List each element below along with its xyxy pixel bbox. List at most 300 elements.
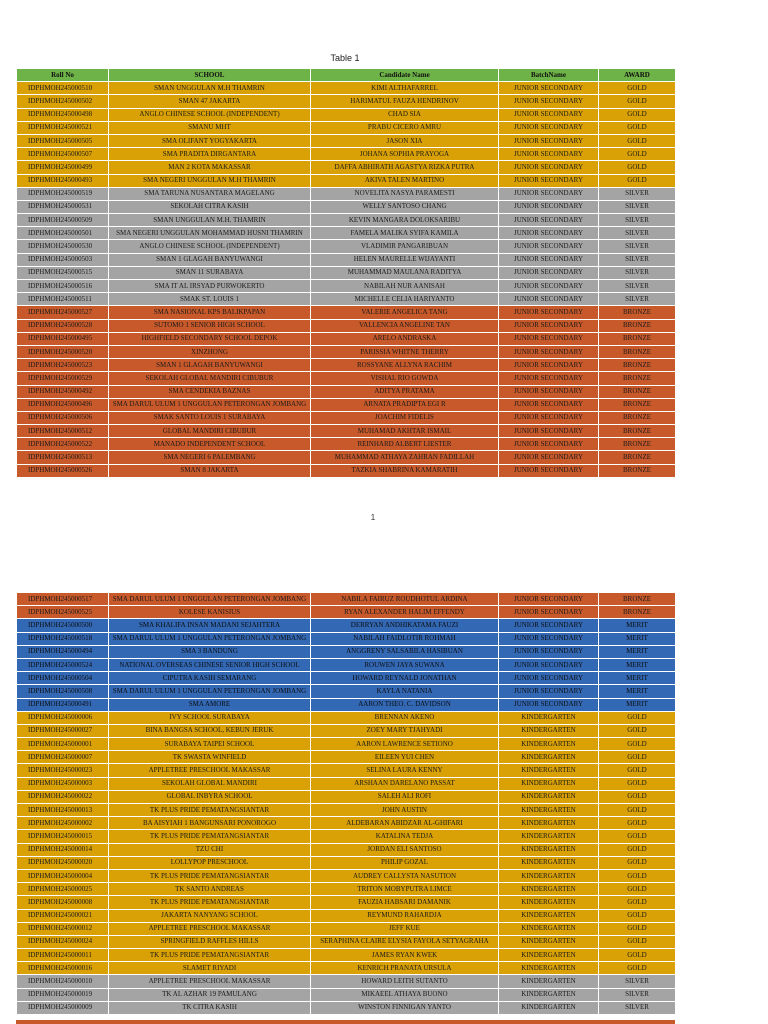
cell-roll-no: IDPHMOH245000515 <box>17 266 109 279</box>
cell-candidate-name: KIMI ALTHAFARREL <box>311 82 499 95</box>
cell-batch-name: KINDERGARTEN <box>499 830 599 843</box>
cell-award: MERIT <box>599 672 676 685</box>
cell-school: TK PLUS PRIDE PEMATANGSIANTAR <box>109 869 311 882</box>
cell-school: KOLESE KANISIUS <box>109 606 311 619</box>
cell-batch-name: JUNIOR SECONDARY <box>499 685 599 698</box>
cell-school: SMA KHALIFA INSAN MADANI SEJAHTERA <box>109 619 311 632</box>
cell-batch-name: KINDERGARTEN <box>499 975 599 988</box>
cell-candidate-name: AARON THEO. C. DAVIDSON <box>311 698 499 711</box>
cell-batch-name: KINDERGARTEN <box>499 1001 599 1014</box>
cell-candidate-name: NOVELITA NASYA PARAMESTI <box>311 187 499 200</box>
cell-roll-no: IDPHMOH245000495 <box>17 332 109 345</box>
cell-batch-name: JUNIOR SECONDARY <box>499 332 599 345</box>
cell-school: SMAN 47 JAKARTA <box>109 95 311 108</box>
cell-award: SILVER <box>599 214 676 227</box>
table-row <box>17 451 676 464</box>
table-row <box>17 398 676 411</box>
cell-roll-no: IDPHMOH245000528 <box>17 319 109 332</box>
cell-candidate-name: FAMELA MALIKA SYIFA KAMILA <box>311 227 499 240</box>
cell-award: SILVER <box>599 293 676 306</box>
cell-award: GOLD <box>599 962 676 975</box>
cell-school: BA AISYIAH 1 BANGUNSARI PONOROGO <box>109 817 311 830</box>
cell-candidate-name: VLADIMIR PANGARIBUAN <box>311 240 499 253</box>
cell-candidate-name: FAUZIA HABSARI DAMANIK <box>311 896 499 909</box>
cell-batch-name: KINDERGARTEN <box>499 896 599 909</box>
cell-roll-no: IDPHMOH245000015 <box>17 830 109 843</box>
cell-batch-name: JUNIOR SECONDARY <box>499 451 599 464</box>
table-row <box>17 227 676 240</box>
cell-school: SMA TARUNA NUSANTARA MAGELANG <box>109 187 311 200</box>
cell-batch-name: JUNIOR SECONDARY <box>499 134 599 147</box>
header-candidate-name: Candidate Name <box>311 69 499 82</box>
cell-award: BRONZE <box>599 593 676 606</box>
cell-award: SILVER <box>599 187 676 200</box>
cell-school: GLOBAL MANDIRI CIBUBUR <box>109 425 311 438</box>
table-row <box>17 724 676 737</box>
cell-roll-no: IDPHMOH245000012 <box>17 922 109 935</box>
cell-candidate-name: VISHAL RIO GOWDA <box>311 372 499 385</box>
cell-award: BRONZE <box>599 319 676 332</box>
cell-award: GOLD <box>599 790 676 803</box>
cell-batch-name: JUNIOR SECONDARY <box>499 187 599 200</box>
table-row <box>17 606 676 619</box>
table-row <box>17 1001 676 1014</box>
table-row <box>17 121 676 134</box>
cell-batch-name: JUNIOR SECONDARY <box>499 464 599 477</box>
table-row <box>17 619 676 632</box>
cell-school: TZU CHI <box>109 843 311 856</box>
cell-award: BRONZE <box>599 332 676 345</box>
cell-batch-name: KINDERGARTEN <box>499 949 599 962</box>
cell-award: GOLD <box>599 148 676 161</box>
cell-school: IVY SCHOOL SURABAYA <box>109 711 311 724</box>
cell-roll-no: IDPHMOH245000494 <box>17 645 109 658</box>
table-row <box>17 134 676 147</box>
cell-batch-name: KINDERGARTEN <box>499 817 599 830</box>
cell-roll-no: IDPHMOH245000523 <box>17 359 109 372</box>
cell-batch-name: KINDERGARTEN <box>499 935 599 948</box>
cell-school: SMAN 11 SURABAYA <box>109 266 311 279</box>
cell-batch-name: KINDERGARTEN <box>499 856 599 869</box>
table-row <box>17 464 676 477</box>
cell-batch-name: JUNIOR SECONDARY <box>499 227 599 240</box>
cell-roll-no: IDPHMOH245000520 <box>17 345 109 358</box>
cell-batch-name: JUNIOR SECONDARY <box>499 121 599 134</box>
table-row <box>17 949 676 962</box>
cell-batch-name: JUNIOR SECONDARY <box>499 438 599 451</box>
table-row <box>17 935 676 948</box>
cell-batch-name: JUNIOR SECONDARY <box>499 200 599 213</box>
table-row <box>17 345 676 358</box>
cell-roll-no: IDPHMOH245000009 <box>17 1001 109 1014</box>
cell-roll-no: IDPHMOH245000502 <box>17 95 109 108</box>
cell-batch-name: JUNIOR SECONDARY <box>499 593 599 606</box>
cell-candidate-name: VALERIE ANGELICA TANG <box>311 306 499 319</box>
cell-roll-no: IDPHMOH245000027 <box>17 724 109 737</box>
cell-award: GOLD <box>599 856 676 869</box>
table-body <box>17 593 676 1015</box>
table-row <box>17 817 676 830</box>
cell-award: GOLD <box>599 777 676 790</box>
cell-award: GOLD <box>599 764 676 777</box>
cell-school: SMA NASIONAL KPS BALIKPAPAN <box>109 306 311 319</box>
table-row <box>17 319 676 332</box>
cell-award: BRONZE <box>599 372 676 385</box>
cell-school: HIGHFIELD SECONDARY SCHOOL DEPOK <box>109 332 311 345</box>
table-body <box>17 82 676 478</box>
cell-roll-no: IDPHMOH245000529 <box>17 372 109 385</box>
table-row <box>17 988 676 1001</box>
header-roll-no: Roll No <box>17 69 109 82</box>
table-header-row <box>17 69 676 82</box>
cell-roll-no: IDPHMOH245000501 <box>17 227 109 240</box>
cell-roll-no: IDPHMOH245000011 <box>17 949 109 962</box>
cell-school: CIPUTRA KASIH SEMARANG <box>109 672 311 685</box>
cell-batch-name: KINDERGARTEN <box>499 711 599 724</box>
page-number: 1 <box>370 513 376 522</box>
cell-batch-name: JUNIOR SECONDARY <box>499 372 599 385</box>
table-row <box>17 240 676 253</box>
cell-school: SMAK ST. LOUIS 1 <box>109 293 311 306</box>
cell-award: GOLD <box>599 95 676 108</box>
cell-award: BRONZE <box>599 606 676 619</box>
cell-school: SMA OLIFANT YOGYAKARTA <box>109 134 311 147</box>
cell-batch-name: KINDERGARTEN <box>499 738 599 751</box>
cell-award: GOLD <box>599 108 676 121</box>
cell-school: SEKOLAH GLOBAL MANDIRI CIBUBUR <box>109 372 311 385</box>
cell-school: LOLLYPOP PRESCHOOL <box>109 856 311 869</box>
cell-school: SEKOLAH GLOBAL MANDIRI <box>109 777 311 790</box>
table-row <box>17 385 676 398</box>
cell-school: SMAN 1 GLAGAH BANYUWANGI <box>109 253 311 266</box>
cell-roll-no: IDPHMOH245000513 <box>17 451 109 464</box>
cell-award: BRONZE <box>599 425 676 438</box>
table-row <box>17 843 676 856</box>
cell-school: APPLETREE PRESCHOOL MAKASSAR <box>109 975 311 988</box>
cell-candidate-name: JOHN AUSTIN <box>311 804 499 817</box>
cell-candidate-name: KENRICH PRANATA URSULA <box>311 962 499 975</box>
table-row <box>17 658 676 671</box>
cell-school: SMA NEGERI UNGGULAN M.H THAMRIN <box>109 174 311 187</box>
cell-award: GOLD <box>599 949 676 962</box>
cell-candidate-name: MUHAMMAD ATHAYA ZAHRAN FADILLAH <box>311 451 499 464</box>
cell-award: SILVER <box>599 280 676 293</box>
cell-roll-no: IDPHMOH245000003 <box>17 777 109 790</box>
cell-candidate-name: ROSSYANE ALLYNA RACHIM <box>311 359 499 372</box>
table-row <box>17 411 676 424</box>
table-row <box>17 738 676 751</box>
cell-school: TK PLUS PRIDE PEMATANGSIANTAR <box>109 804 311 817</box>
table-row <box>17 922 676 935</box>
cell-candidate-name: BRENNAN AKENO <box>311 711 499 724</box>
cell-school: SMA 3 BANDUNG <box>109 645 311 658</box>
cell-batch-name: JUNIOR SECONDARY <box>499 214 599 227</box>
cell-candidate-name: MICHELLE CELIA HARIYANTO <box>311 293 499 306</box>
cell-award: GOLD <box>599 909 676 922</box>
table-row <box>17 645 676 658</box>
cell-batch-name: JUNIOR SECONDARY <box>499 306 599 319</box>
cell-roll-no: IDPHMOH245000492 <box>17 385 109 398</box>
cell-candidate-name: JOACHIM FIDELIS <box>311 411 499 424</box>
cell-batch-name: JUNIOR SECONDARY <box>499 95 599 108</box>
cell-candidate-name: MUHAMAD AKHTAR ISMAIL <box>311 425 499 438</box>
cell-candidate-name: ROUWEN JAYA SUWANA <box>311 658 499 671</box>
cell-batch-name: JUNIOR SECONDARY <box>499 174 599 187</box>
cell-batch-name: JUNIOR SECONDARY <box>499 425 599 438</box>
cell-school: JAKARTA NANYANG SCHOOL <box>109 909 311 922</box>
cell-batch-name: JUNIOR SECONDARY <box>499 619 599 632</box>
cell-batch-name: JUNIOR SECONDARY <box>499 240 599 253</box>
cell-candidate-name: ARSHAAN DARELANO PASSAT <box>311 777 499 790</box>
table-row <box>17 698 676 711</box>
cell-roll-no: IDPHMOH245000516 <box>17 280 109 293</box>
table-row <box>17 332 676 345</box>
cell-roll-no: IDPHMOH245000504 <box>17 672 109 685</box>
cell-candidate-name: VALLENCIA ANGELINE TAN <box>311 319 499 332</box>
cell-batch-name: JUNIOR SECONDARY <box>499 345 599 358</box>
cell-candidate-name: ALDEBARAN ABIDZAR AL-GHIFARI <box>311 817 499 830</box>
cell-award: SILVER <box>599 200 676 213</box>
cell-award: SILVER <box>599 975 676 988</box>
cell-batch-name: JUNIOR SECONDARY <box>499 645 599 658</box>
cell-school: SUTOMO 1 SENIOR HIGH SCHOOL <box>109 319 311 332</box>
table-row <box>17 82 676 95</box>
cell-award: BRONZE <box>599 411 676 424</box>
cell-school: TK SWASTA WINFIELD <box>109 751 311 764</box>
cell-candidate-name: EILEEN YUI CHEN <box>311 751 499 764</box>
cell-candidate-name: DAFFA ABHIRATH AGASTYA RIZKA PUTRA <box>311 161 499 174</box>
table-row <box>17 777 676 790</box>
cell-award: SILVER <box>599 253 676 266</box>
cell-roll-no: IDPHMOH245000512 <box>17 425 109 438</box>
cell-roll-no: IDPHMOH245000499 <box>17 161 109 174</box>
cell-candidate-name: JORDAN ELI SANTOSO <box>311 843 499 856</box>
table-row <box>17 214 676 227</box>
cell-candidate-name: MUHAMMAD MAULANA RADITYA <box>311 266 499 279</box>
cell-roll-no: IDPHMOH245000002 <box>17 817 109 830</box>
cell-candidate-name: REINHARD ALBERT LIESTER <box>311 438 499 451</box>
cell-award: GOLD <box>599 121 676 134</box>
table-row <box>17 266 676 279</box>
table-row <box>17 95 676 108</box>
cell-roll-no: IDPHMOH245000527 <box>17 306 109 319</box>
cell-award: GOLD <box>599 738 676 751</box>
table-row <box>17 632 676 645</box>
cell-candidate-name: ARNATA PRADIPTA EGI R <box>311 398 499 411</box>
table-row <box>17 593 676 606</box>
cell-roll-no: IDPHMOH245000507 <box>17 148 109 161</box>
cell-roll-no: IDPHMOH245000006 <box>17 711 109 724</box>
cell-award: SILVER <box>599 240 676 253</box>
cell-batch-name: JUNIOR SECONDARY <box>499 658 599 671</box>
cell-batch-name: JUNIOR SECONDARY <box>499 266 599 279</box>
header-batch-name: BatchName <box>499 69 599 82</box>
cell-award: MERIT <box>599 658 676 671</box>
cell-candidate-name: TRITON MOBYPUTRA LIMCE <box>311 883 499 896</box>
cell-batch-name: JUNIOR SECONDARY <box>499 319 599 332</box>
cell-candidate-name: SERAPHINA CLAIRE ELYSIA FAYOLA SETYAGRAHA <box>311 935 499 948</box>
cell-roll-no: IDPHMOH245000008 <box>17 896 109 909</box>
cell-award: GOLD <box>599 830 676 843</box>
cell-roll-no: IDPHMOH245000506 <box>17 411 109 424</box>
cell-batch-name: JUNIOR SECONDARY <box>499 698 599 711</box>
cell-candidate-name: HOWARD LEITH SUTANTO <box>311 975 499 988</box>
cell-award: MERIT <box>599 685 676 698</box>
cell-candidate-name: CHAD SIA <box>311 108 499 121</box>
table-row <box>17 975 676 988</box>
cell-award: GOLD <box>599 161 676 174</box>
cell-roll-no: IDPHMOH245000524 <box>17 658 109 671</box>
cell-candidate-name: KAYLA NATANIA <box>311 685 499 698</box>
table-row <box>17 764 676 777</box>
cell-roll-no: IDPHMOH245000518 <box>17 632 109 645</box>
cell-school: SEKOLAH CITRA KASIH <box>109 200 311 213</box>
table-title: Table 1 <box>330 53 360 63</box>
cell-roll-no: IDPHMOH245000509 <box>17 214 109 227</box>
cell-school: SMA DARUL ULUM 1 UNGGULAN PETERONGAN JOMBANG <box>109 632 311 645</box>
cell-candidate-name: DERRYAN ANDHIKATAMA FAUZI <box>311 619 499 632</box>
table-row <box>17 909 676 922</box>
cell-award: SILVER <box>599 988 676 1001</box>
table-row <box>17 896 676 909</box>
table-row <box>17 306 676 319</box>
cell-award: GOLD <box>599 724 676 737</box>
table-row <box>17 883 676 896</box>
cell-candidate-name: PARISSIA WHITNE THERRY <box>311 345 499 358</box>
cell-school: XINZHONG <box>109 345 311 358</box>
cell-batch-name: JUNIOR SECONDARY <box>499 385 599 398</box>
cell-candidate-name: JAMES RYAN KWEK <box>311 949 499 962</box>
table-row <box>17 200 676 213</box>
table-row <box>17 425 676 438</box>
cell-school: SLAMET RIYADI <box>109 962 311 975</box>
table-row <box>17 711 676 724</box>
table-row <box>17 174 676 187</box>
cell-candidate-name: ADITYA PRATAMA <box>311 385 499 398</box>
cell-candidate-name: SELINA LAURA KENNY <box>311 764 499 777</box>
cell-award: GOLD <box>599 935 676 948</box>
table-row <box>17 148 676 161</box>
cell-batch-name: JUNIOR SECONDARY <box>499 672 599 685</box>
cell-award: GOLD <box>599 751 676 764</box>
cell-batch-name: KINDERGARTEN <box>499 843 599 856</box>
cell-award: GOLD <box>599 134 676 147</box>
table-row <box>17 672 676 685</box>
cell-award: GOLD <box>599 804 676 817</box>
cell-roll-no: IDPHMOH245000503 <box>17 253 109 266</box>
cell-award: MERIT <box>599 619 676 632</box>
cell-roll-no: IDPHMOH245000013 <box>17 804 109 817</box>
cell-award: GOLD <box>599 711 676 724</box>
cell-batch-name: JUNIOR SECONDARY <box>499 253 599 266</box>
cell-roll-no: IDPHMOH245000498 <box>17 108 109 121</box>
cell-award: BRONZE <box>599 345 676 358</box>
cell-roll-no: IDPHMOH245000004 <box>17 869 109 882</box>
cell-candidate-name: AKIVA TALEN MARTINO <box>311 174 499 187</box>
cell-school: SMAN 8 JAKARTA <box>109 464 311 477</box>
cell-award: SILVER <box>599 1001 676 1014</box>
cell-candidate-name: HARIMATUL FAUZA HENDRINOV <box>311 95 499 108</box>
cell-award: BRONZE <box>599 451 676 464</box>
table-row <box>17 280 676 293</box>
table-row <box>17 685 676 698</box>
cell-award: MERIT <box>599 645 676 658</box>
award-table-page-2 <box>16 592 676 1015</box>
cell-school: TK AL AZHAR 19 PAMULANG <box>109 988 311 1001</box>
cell-candidate-name: JEFF KUE <box>311 922 499 935</box>
cell-school: SMA DARUL ULUM 1 UNGGULAN PETERONGAN JOMBANG <box>109 685 311 698</box>
cell-school: SMANU MHT <box>109 121 311 134</box>
cell-roll-no: IDPHMOH245000505 <box>17 134 109 147</box>
cell-candidate-name: KEVIN MANGARA DOLOKSARIBU <box>311 214 499 227</box>
table-row <box>17 830 676 843</box>
cell-school: TK PLUS PRIDE PEMATANGSIANTAR <box>109 830 311 843</box>
cell-batch-name: JUNIOR SECONDARY <box>499 398 599 411</box>
header-school: SCHOOL <box>109 69 311 82</box>
cell-roll-no: IDPHMOH245000022 <box>17 790 109 803</box>
cell-school: SMA PRADITA DIRGANTARA <box>109 148 311 161</box>
table-row <box>17 372 676 385</box>
cell-school: SMA AMORE <box>109 698 311 711</box>
cell-candidate-name: ARELO ANDRASKA <box>311 332 499 345</box>
cell-candidate-name: ZOEY MARY TJAHYADI <box>311 724 499 737</box>
cell-batch-name: KINDERGARTEN <box>499 724 599 737</box>
cell-candidate-name: JOHANA SOPHIA PRAYOGA <box>311 148 499 161</box>
cell-school: SPRINGFIELD RAFFLES HILLS <box>109 935 311 948</box>
table-row <box>17 253 676 266</box>
cell-school: SMA NEGERI UNGGULAN MOHAMMAD HUSNI THAMRIN <box>109 227 311 240</box>
cell-candidate-name: SALEH ALI ROFI <box>311 790 499 803</box>
table-row <box>17 161 676 174</box>
cell-school: NATIONAL OVERSEAS CHINESE SENIOR HIGH SCHOOL <box>109 658 311 671</box>
cell-roll-no: IDPHMOH245000500 <box>17 619 109 632</box>
cell-batch-name: JUNIOR SECONDARY <box>499 359 599 372</box>
cell-school: SMA DARUL ULUM 1 UNGGULAN PETERONGAN JOMBANG <box>109 593 311 606</box>
partial-row <box>16 1020 675 1024</box>
cell-award: BRONZE <box>599 464 676 477</box>
cell-candidate-name: NABILAH FAIDLOTIR ROHMAH <box>311 632 499 645</box>
cell-roll-no: IDPHMOH245000024 <box>17 935 109 948</box>
cell-award: SILVER <box>599 266 676 279</box>
cell-candidate-name: RYAN ALEXANDER HALIM EFFENDY <box>311 606 499 619</box>
cell-roll-no: IDPHMOH245000522 <box>17 438 109 451</box>
cell-candidate-name: MIKAEEL ATHAYA BUONO <box>311 988 499 1001</box>
cell-candidate-name: PRABU CICERO AMRU <box>311 121 499 134</box>
cell-school: ANGLO CHINESE SCHOOL (INDEPENDENT) <box>109 108 311 121</box>
table-row <box>17 108 676 121</box>
table-row <box>17 293 676 306</box>
cell-candidate-name: TAZKIA SHABRINA KAMARATIH <box>311 464 499 477</box>
cell-roll-no: IDPHMOH245000508 <box>17 685 109 698</box>
cell-school: MANADO INDEPENDENT SCHOOL <box>109 438 311 451</box>
cell-award: BRONZE <box>599 306 676 319</box>
cell-roll-no: IDPHMOH245000530 <box>17 240 109 253</box>
cell-candidate-name: ANGGRENY SALSABILA HASIBUAN <box>311 645 499 658</box>
cell-roll-no: IDPHMOH245000001 <box>17 738 109 751</box>
table-row <box>17 438 676 451</box>
cell-candidate-name: JASON XIA <box>311 134 499 147</box>
cell-school: ANGLO CHINESE SCHOOL (INDEPENDENT) <box>109 240 311 253</box>
cell-school: SMAN UNGGULAN M.H. THAMRIN <box>109 214 311 227</box>
cell-batch-name: KINDERGARTEN <box>499 922 599 935</box>
cell-roll-no: IDPHMOH245000517 <box>17 593 109 606</box>
cell-roll-no: IDPHMOH245000510 <box>17 82 109 95</box>
cell-school: TK PLUS PRIDE PEMATANGSIANTAR <box>109 949 311 962</box>
cell-award: GOLD <box>599 883 676 896</box>
cell-roll-no: IDPHMOH245000021 <box>17 909 109 922</box>
cell-school: SMAN UNGGULAN M.H THAMRIN <box>109 82 311 95</box>
cell-award: GOLD <box>599 869 676 882</box>
